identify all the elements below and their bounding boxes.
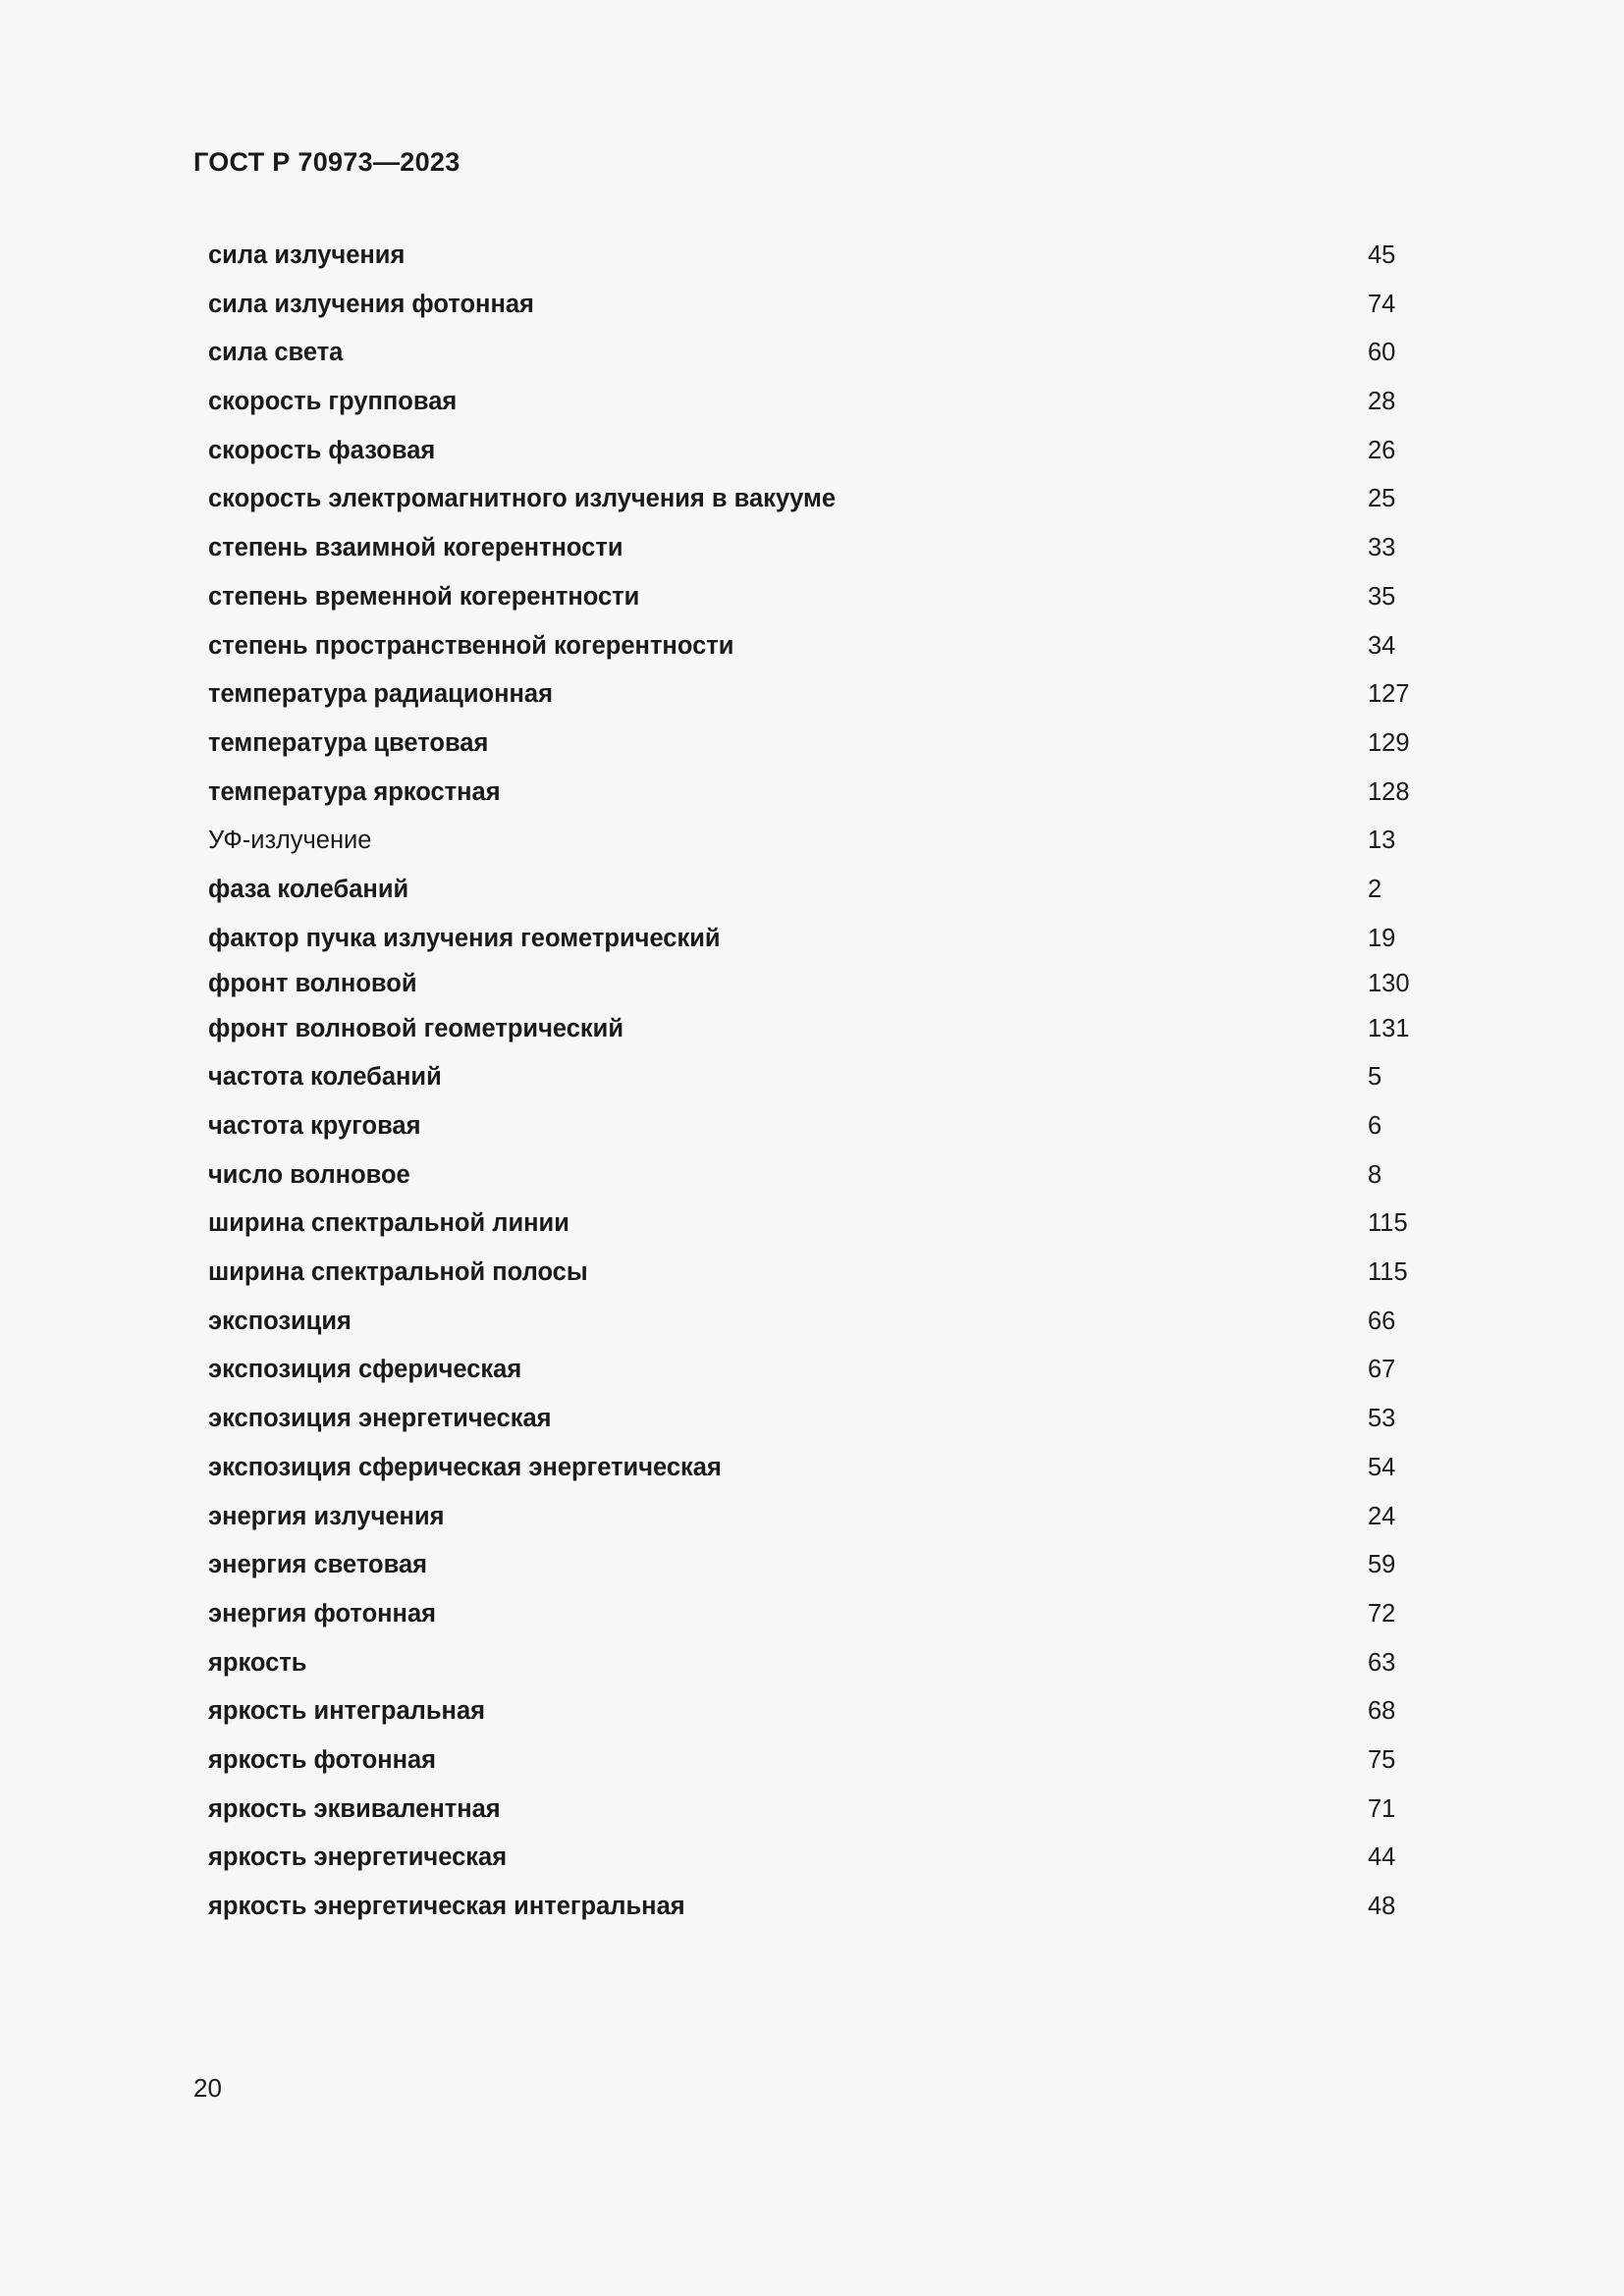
index-entry — [208, 1641, 1435, 1690]
index-term: температура радиационная — [208, 680, 553, 709]
index-entry — [208, 1055, 1435, 1104]
index-term: экспозиция энергетическая — [208, 1405, 552, 1433]
index-entry — [208, 477, 1435, 526]
index-term: ширина спектральной полосы — [208, 1258, 588, 1287]
standard-designation: ГОСТ Р 70973—2023 — [193, 147, 460, 177]
index-term: фронт волновой — [208, 969, 417, 997]
index-entry — [208, 1836, 1435, 1885]
index-number: 68 — [1368, 1697, 1396, 1726]
index-number: 2 — [1368, 875, 1382, 903]
index-term: частота круговая — [208, 1112, 421, 1140]
index-number: 67 — [1368, 1356, 1396, 1384]
index-term: степень пространственной когерентности — [208, 631, 734, 660]
index-term: скорость электромагнитного излучения в вакууме — [208, 485, 837, 513]
index-term: сила излучения — [208, 241, 406, 269]
index-number: 35 — [1368, 582, 1396, 611]
index-number: 60 — [1368, 339, 1396, 367]
index-number: 75 — [1368, 1745, 1396, 1774]
alphabetical-index — [208, 234, 1435, 1934]
index-entry — [208, 624, 1435, 673]
index-entry — [208, 1885, 1435, 1934]
index-entry — [208, 283, 1435, 332]
index-entry — [208, 429, 1435, 478]
index-entry — [208, 771, 1435, 820]
index-entry — [208, 868, 1435, 917]
index-number: 54 — [1368, 1453, 1396, 1481]
index-entry — [208, 380, 1435, 429]
index-number: 13 — [1368, 827, 1396, 855]
index-entry — [208, 331, 1435, 380]
index-number: 26 — [1368, 436, 1396, 464]
index-term: яркость эквивалентная — [208, 1794, 501, 1823]
index-entry — [208, 526, 1435, 575]
index-term: сила излучения фотонная — [208, 290, 534, 318]
index-term: энергия световая — [208, 1551, 428, 1579]
index-entry — [208, 1543, 1435, 1592]
index-number: 53 — [1368, 1405, 1396, 1433]
index-term: скорость групповая — [208, 388, 458, 416]
index-term: частота колебаний — [208, 1063, 442, 1092]
index-number: 6 — [1368, 1112, 1382, 1140]
index-number: 128 — [1368, 777, 1410, 806]
index-number: 25 — [1368, 485, 1396, 513]
index-entry — [208, 1348, 1435, 1397]
index-term: температура цветовая — [208, 728, 489, 757]
index-entry — [208, 1788, 1435, 1837]
index-term: яркость интегральная — [208, 1697, 486, 1726]
index-term: фактор пучка излучения геометрический — [208, 924, 721, 952]
index-term: ширина спектральной линии — [208, 1209, 569, 1238]
index-entry — [208, 962, 1435, 1007]
index-term: яркость энергетическая интегральная — [208, 1893, 685, 1920]
index-number: 130 — [1368, 969, 1410, 997]
index-number: 34 — [1368, 631, 1396, 660]
index-term: степень взаимной когерентности — [208, 534, 623, 562]
index-term: сила света — [208, 339, 344, 367]
index-entry — [208, 1104, 1435, 1153]
index-number: 24 — [1368, 1502, 1396, 1530]
index-term: яркость — [208, 1648, 307, 1677]
index-entry — [208, 917, 1435, 962]
index-number: 33 — [1368, 534, 1396, 562]
index-number: 71 — [1368, 1794, 1396, 1823]
index-number: 115 — [1368, 1258, 1408, 1287]
index-entry — [208, 1738, 1435, 1788]
index-entry — [208, 1495, 1435, 1544]
index-term: степень временной когерентности — [208, 582, 640, 611]
index-entry — [208, 1446, 1435, 1495]
index-number: 115 — [1368, 1209, 1408, 1238]
index-term: яркость фотонная — [208, 1745, 437, 1774]
index-number: 63 — [1368, 1648, 1396, 1677]
index-number: 72 — [1368, 1599, 1396, 1628]
index-entry — [208, 1592, 1435, 1641]
index-entry — [208, 1153, 1435, 1202]
index-entry — [208, 672, 1435, 721]
index-term: фаза колебаний — [208, 875, 409, 903]
index-number: 59 — [1368, 1551, 1396, 1579]
index-term: скорость фазовая — [208, 436, 436, 464]
index-term: экспозиция сферическая энергетическая — [208, 1453, 722, 1481]
index-number: 19 — [1368, 924, 1396, 952]
index-entry — [208, 1397, 1435, 1446]
index-term: число волновое — [208, 1160, 410, 1189]
index-term: энергия фотонная — [208, 1599, 437, 1628]
index-entry — [208, 1201, 1435, 1251]
index-entry — [208, 575, 1435, 624]
index-entry — [208, 1300, 1435, 1349]
index-entry — [208, 721, 1435, 771]
index-entry — [208, 1251, 1435, 1300]
index-number: 28 — [1368, 388, 1396, 416]
index-term: УФ-излучение — [208, 827, 372, 855]
index-term: яркость энергетическая — [208, 1843, 508, 1872]
index-entry — [208, 1007, 1435, 1056]
index-term: экспозиция — [208, 1307, 352, 1335]
index-term: энергия излучения — [208, 1502, 445, 1530]
index-number: 48 — [1368, 1893, 1396, 1920]
page-number: 20 — [193, 2073, 222, 2103]
index-number: 66 — [1368, 1307, 1396, 1335]
index-number: 74 — [1368, 290, 1396, 318]
index-number: 5 — [1368, 1063, 1382, 1092]
index-term: температура яркостная — [208, 777, 501, 806]
index-number: 8 — [1368, 1160, 1382, 1189]
index-number: 127 — [1368, 680, 1410, 709]
index-number: 45 — [1368, 241, 1396, 269]
index-number: 131 — [1368, 1014, 1410, 1042]
index-entry — [208, 1689, 1435, 1738]
index-number: 129 — [1368, 728, 1410, 757]
index-number: 44 — [1368, 1843, 1396, 1872]
index-entry — [208, 819, 1435, 868]
index-term: фронт волновой геометрический — [208, 1014, 624, 1042]
index-term: экспозиция сферическая — [208, 1356, 522, 1384]
index-entry — [208, 234, 1435, 283]
